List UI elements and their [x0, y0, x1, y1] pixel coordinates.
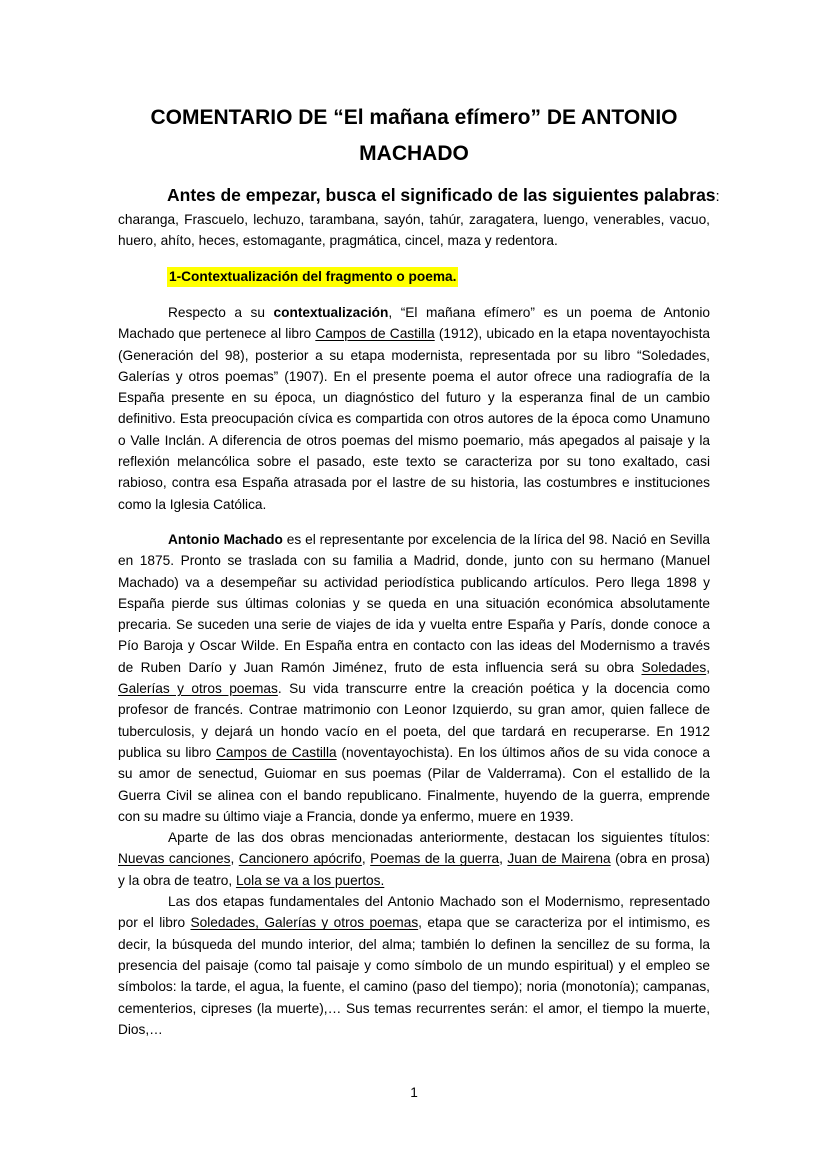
text-run: , — [230, 851, 239, 867]
text-run: es el representante por excelencia de la lírica del 98. Nació en Sevilla en 1875. Pronto se traslada con su familia a Madrid, donde, junto con su hermano (Manuel Machado) va a desempeñar su actividad periodística publicando artículos. Pero llega 1898 y España pierde sus últimas colonias y se queda en una situación económica absolutamente precaria. Se suceden una serie de viajes de ida y vuelta entre España y París, donde conoce a Pío Baroja y Oscar Wilde. En España entra en contacto con las ideas del Modernismo a través de Ruben Darío y Juan Ramón Jiménez, fruto de esta influencia será su obra — [118, 532, 710, 675]
paragraph-4 — [118, 891, 710, 1040]
book-title: Soledades — [641, 659, 707, 675]
vocab-heading — [167, 184, 720, 208]
book-title: Galerías y otros poemas — [118, 681, 278, 697]
page-title — [0, 100, 828, 172]
text-run: Las dos etapas fundamentales del Antonio Machado son el Modernismo, representado por el libro — [118, 894, 710, 931]
book-title: Cancionero apócrifo — [238, 851, 362, 867]
book-title: Poemas de la guerra — [370, 851, 500, 867]
text-run: Aparte de las dos obras mencionadas anteriormente, destacan los siguientes títulos: — [168, 830, 710, 846]
book-title: Lola se va a los puertos. — [235, 872, 385, 888]
vocab-heading-colon: : — [715, 188, 720, 205]
book-title: Juan de Mairena — [507, 851, 611, 867]
text-run: (noventayochista). En los últimos años de su vida conoce a su amor de senectud, Guiomar en sus poemas (Pilar de Valderrama). Con el estallido de la Guerra Civil se alinea con el bando republicano. Finalmente, huyendo de la guerra, emprende con su madre su último viaje a Francia, donde ya enfermo, muere en 1939. — [118, 744, 710, 824]
vocab-words: charanga, Frascuelo, lechuzo, tarambana, sayón, tahúr, zaragatera, luengo, venerables, vacuo, huero, ahíto, heces, estomagante, pragmática, cincel, maza y redentora. — [118, 212, 710, 249]
book-title: Campos de Castilla — [216, 744, 337, 760]
section-heading-contextualizacion: 1-Contextualización del fragmento o poema. — [167, 267, 458, 287]
text-run: , — [706, 659, 710, 675]
text-run: (1912), ubicado en la etapa noventayochista (Generación del 98), posterior a su etapa modernista, representada por su libro “Soledades, Galerías y otros poemas” (1907). En el presente poema el autor ofrece una radiografía de la España presente en su época, un diagnóstico del futuro y la esperanza final de un cambio definitivo. Esta preocupación cívica es compartida con otros autores de la época como Unamuno o Valle Inclán. A diferencia de otros poemas del mismo poemario, más apegados al paisaje y la reflexión melancólica sobre el pasado, este texto se caracteriza por su tono exaltado, casi rabioso, contra esa España atrasada por el lastre de su historia, las costumbres e instituciones como la Iglesia Católica. — [118, 326, 710, 512]
paragraph-biografia — [118, 529, 710, 1040]
title-line-1: COMENTARIO DE “El mañana efímero” DE ANTONIO — [150, 106, 678, 129]
text-run: . Su vida transcurre entre la creación poética y la docencia como profesor de francés. Contrae matrimonio con Leonor Izquierdo, su gran amor, quien fallece de tuberculosis, y dejará un hondo vacío en el poeta, del que tardará en recuperarse. En 1912 publica su libro — [118, 681, 710, 760]
vocab-list — [118, 209, 710, 252]
text-run: , — [499, 851, 508, 867]
paragraph-3 — [118, 827, 710, 891]
bold-term: contextualización — [273, 305, 389, 320]
vocab-heading-text: Antes de empezar, busca el significado de las siguientes palabras — [167, 185, 716, 205]
text-run: , “El mañana efímero” es un poema de Antonio Machado que pertenece al libro — [118, 305, 710, 342]
paragraph-1 — [118, 302, 710, 515]
page-number: 1 — [410, 1085, 418, 1100]
author-name: Antonio Machado — [168, 532, 283, 547]
paragraph-2 — [118, 529, 710, 827]
title-line-2: MACHADO — [359, 142, 469, 165]
text-run: Respecto a su — [168, 305, 274, 320]
text-run: , etapa que se caracteriza por el intimismo, es decir, la búsqueda del mundo interior, del alma; también lo definen la sencillez de su forma, la presencia del paisaje (como tal paisaje y como símbolo de un mundo espiritual) y el empleo se símbolos: la tarde, el agua, la fuente, el camino (paso del tiempo); noria (monotonía); campanas, cementerios, cipreses (la muerte),… Sus temas recurrentes serán: el amor, el tiempo la muerte, Dios,… — [118, 915, 710, 1037]
paragraph-contextualizacion — [118, 302, 710, 515]
book-title: Nuevas canciones — [118, 851, 231, 867]
book-title: Soledades, Galerías y otros poemas — [190, 915, 419, 931]
text-run: (obra en prosa) y la obra de teatro, — [118, 851, 710, 888]
book-title: Campos de Castilla — [315, 326, 435, 342]
text-run: , — [361, 851, 371, 867]
